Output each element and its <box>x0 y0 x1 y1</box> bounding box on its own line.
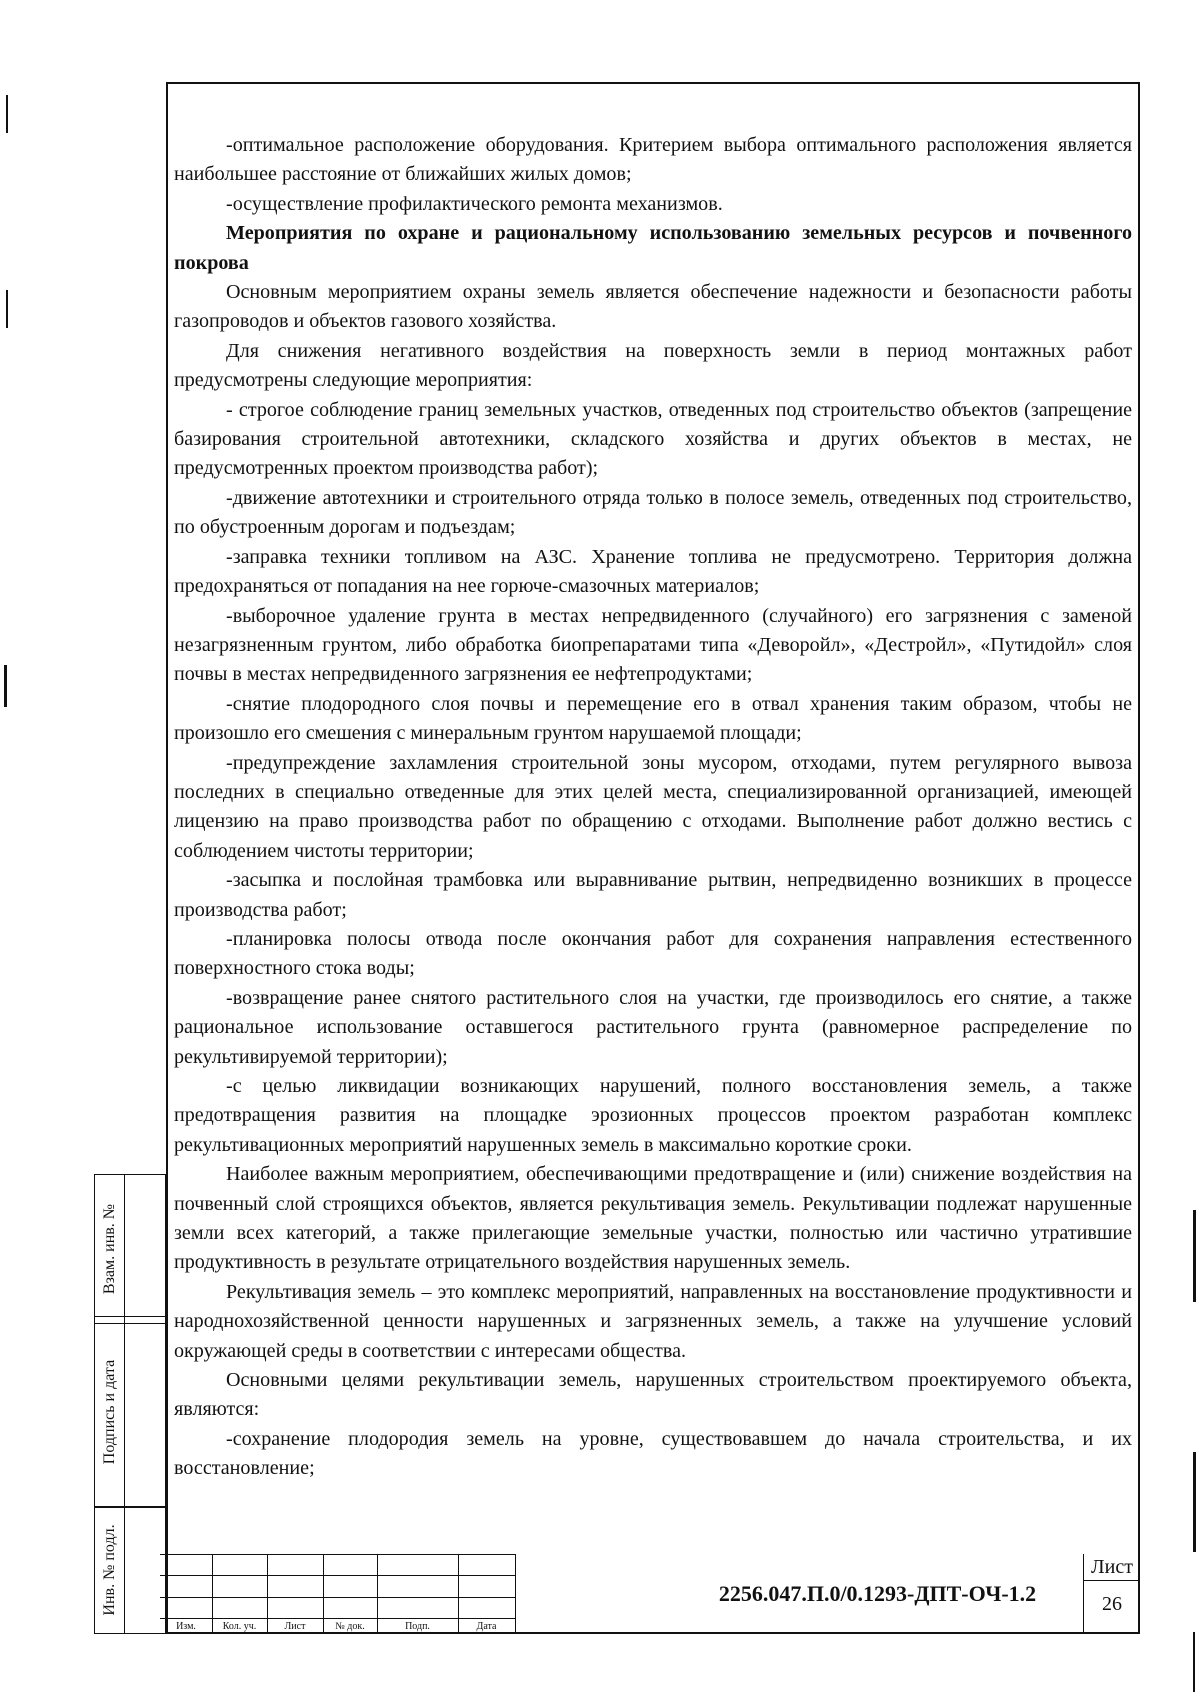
sheet-label: Лист <box>1084 1554 1140 1581</box>
header-izm: Изм. <box>176 1621 196 1632</box>
header-list: Лист <box>284 1621 306 1632</box>
paragraph: -сохранение плодородия земель на уровне, существовавшем до начала строительства, и их восстановление; <box>174 1427 1132 1480</box>
paragraph: Основными целями рекультивации земель, нарушенных строительством проектируемого объекта, являются: <box>174 1369 1132 1421</box>
side-field-vzam <box>94 1174 166 1324</box>
paragraph: Рекультивация земель – это комплекс мероприятий, направленных на восстановление продуктивности и народнохозяйственной ценности нарушенных и загрязненных земель, а также на улучшение условий окружающей среды в соответствии с интересами общества. <box>174 1280 1132 1362</box>
paragraph: Основным мероприятием охраны земель является обеспечение надежности и безопасности работы газопроводов и объектов газового хозяйства. <box>174 281 1132 333</box>
paragraph: -движение автотехники и строительного отряда только в полосе земель, отведенных под строительство, по обустроенным дорогам и подъездам; <box>174 486 1132 539</box>
paragraph: Наиболее важным мероприятием, обеспечивающими предотвращение и (или) снижение воздействия на почвенный слой строящихся объектов, является рекультивация земель. Рекультивации подлежат нарушенные земли всех категорий, а также прилегающие земельные участки, полностью или частично утратившие продуктивность в результате отрицательного воздействия нарушенных земель. <box>174 1163 1132 1274</box>
paragraph: -засыпка и послойная трамбовка или выравнивание рытвин, непредвиденно возникших в процессе производства работ; <box>174 869 1132 921</box>
paragraph: - строгое соблюдение границ земельных участков, отведенных под строительство объектов (запрещение базирования строительной автотехники, складского хозяйства и других объектов в местах, не предусмотренных проектом производства работ); <box>174 398 1132 480</box>
side-field-inv <box>94 1506 166 1634</box>
scan-mark <box>1193 1452 1196 1552</box>
scan-mark <box>6 95 8 133</box>
sheet-box <box>1083 1554 1140 1634</box>
paragraph: -выборочное удаление грунта в местах непредвиденного (случайного) его загрязнения с заменой незагрязненным грунтом, либо обработка биопрепаратами типа «Деворойл», «Дестройл», «Путидойл» слоя почвы в местах непредвиденного загрязнения ее нефтепродуктами; <box>174 604 1132 686</box>
scan-mark <box>1193 1632 1195 1692</box>
scan-mark <box>6 290 8 328</box>
paragraph: -снятие плодородного слоя почвы и перемещение его в отвал хранения таким образом, чтобы не произошло его смешения с минеральным грунтом нарушаемой площади; <box>174 692 1132 745</box>
paragraph: -оптимальное расположение оборудования. Критерием выбора оптимального расположения является наибольшее расстояние от ближайших жилых домов; <box>174 134 1132 186</box>
document-body <box>174 131 1132 1484</box>
header-podp: Подп. <box>405 1621 430 1632</box>
paragraph: Для снижения негативного воздействия на поверхность земли в период монтажных работ предусмотрены следующие мероприятия: <box>174 339 1132 392</box>
paragraph: Мероприятия по охране и рациональному использованию земельных ресурсов и почвенного покрова <box>174 222 1132 274</box>
revision-grid <box>160 1554 516 1634</box>
paragraph: -с целью ликвидации возникающих нарушений, полного восстановления земель, а также предотвращения развития на площадке эрозионных процессов проектом разработан комплекс рекультивационных мероприятий нарушенных земель в максимально короткие сроки. <box>174 1075 1132 1156</box>
paragraph: -осуществление профилактического ремонта механизмов. <box>226 192 723 215</box>
paragraph: -планировка полосы отвода после окончания работ для сохранения направления естественного поверхностного стока воды; <box>174 927 1132 980</box>
header-kol-uch: Кол. уч. <box>222 1621 257 1632</box>
side-label-inv: Инв. № подл. <box>100 1524 118 1616</box>
document-code: 2256.047.П.0/0.1293-ДПТ-ОЧ-1.2 <box>718 1581 1037 1606</box>
paragraph: -предупреждение захламления строительной зоны мусором, отходами, путем регулярного вывоза последних в специально отведенные для этих целей места, специализированной организацией, имеющей лицензию на право производства работ по обращению с отходами. Выполнение работ должно вестись с соблюдением чистоты территории; <box>174 751 1132 862</box>
paragraph: -возвращение ранее снятого растительного слоя на участки, где производилось его снятие, а также рациональное использование оставшегося растительного грунта (равномерное распределение по рекультивируемой территории); <box>174 986 1132 1068</box>
side-label-vzam: Взам. инв. № <box>100 1203 118 1295</box>
title-block <box>160 1554 1140 1634</box>
scan-mark <box>4 665 7 707</box>
side-field-podpis <box>94 1316 166 1508</box>
paragraph: -заправка техники топливом на АЗС. Хранение топлива не предусмотрено. Территория должна предохраняться от попадания на нее горюче-смазочных материалов; <box>174 545 1132 598</box>
scan-mark <box>1193 1210 1196 1302</box>
sheet-number: 26 <box>1102 1593 1122 1615</box>
header-n-dok: № док. <box>335 1621 365 1632</box>
header-data: Дата <box>476 1621 497 1632</box>
side-label-podpis: Подпись и дата <box>100 1359 118 1465</box>
